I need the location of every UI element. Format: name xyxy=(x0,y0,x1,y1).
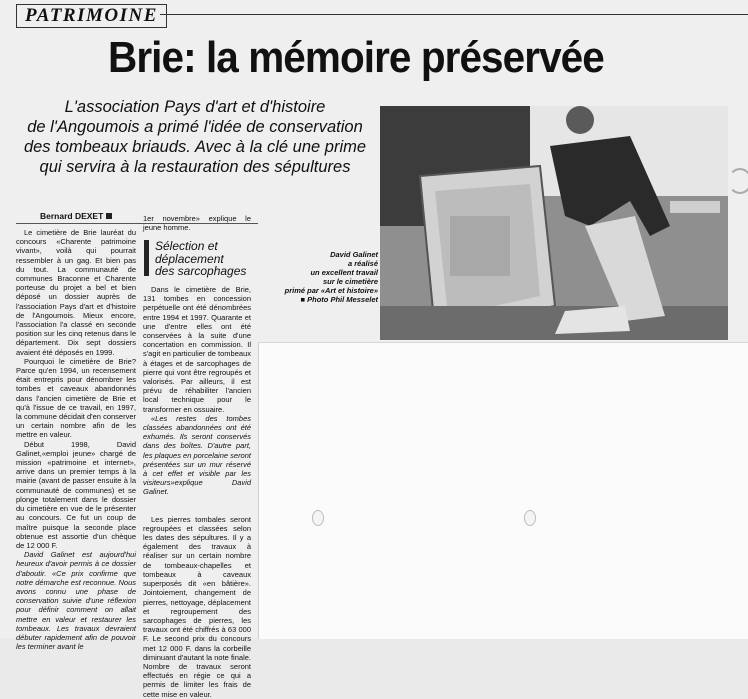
headline: Brie: la mémoire préservée xyxy=(108,33,604,82)
paragraph: 1er novembre» explique le jeune homme. xyxy=(143,214,251,233)
lead-line: qui servira à la restauration des sépultures xyxy=(39,158,351,176)
binder-ring xyxy=(728,168,748,194)
article-column-1 xyxy=(16,228,136,651)
paragraph: David Galinet est aujourd'hui heureux d'avoir permis à ce dossier d'aboutir. «Ce prix confirme que notre démarche est reconnue. Nous avons connu une phase de conservation suivie d'une réflexion pour définir comment on allait mettre en valeur et restaurer les tombeaux. Les travaux devraient débuter rapidement afin de pouvoir les terminer avant le xyxy=(16,550,136,652)
article-column-2-top xyxy=(143,214,251,232)
article-photo xyxy=(380,106,728,340)
paragraph: Pourquoi le cimetière de Brie? Parce qu'en 1994, un recensement était entrepris pour dénombrer les tombes et caveaux abandonnés dans l'ancien cimetière de Brie et qu'à l'issue de ce travail, en 1997, la commune décidait d'en conserver un certain nombre afin de les mettre en valeur. xyxy=(16,356,136,440)
paragraph: «Les restes des tombes classées abandonnées ont été exhumés. Ils seront conservés dans des boîtes. D'autre part, les plaques en porcelaine seront présentées sur un mur réservé à cet effet et visible par les visiteurs»explique David Galinet. xyxy=(143,413,251,497)
paragraph: Dans le cimetière de Brie, 131 tombes en concession perpétuelle ont été dénombrées entre 1994 et 1997. Quarante et une d'entre elles ont été conservées à la suite d'une concertation en commission. Il s'agit en particulier de tombeaux à étages et de sarcophages de pierre qui vont être regroupés et valorisés. Par ailleurs, il est prévu de réhabiliter l'ancien local technique pour le transformer en ossuaire. xyxy=(143,285,251,414)
lead-line: L'association Pays d'art et d'histoire xyxy=(64,98,326,116)
photo-caption: David Galinet a réalisé un excellent travail sur le cimetière primé par «Art et histoire» ■ Photo Phil Messelet xyxy=(284,250,378,304)
intertitle: Sélection et déplacement des sarcophages xyxy=(155,239,247,278)
lead-line: de l'Angoumois a primé l'idée de conservation xyxy=(27,118,363,136)
lead-line: des tombeaux briauds. Avec à la clé une prime xyxy=(23,138,367,156)
section-rubric: PATRIMOINE xyxy=(16,4,167,28)
rubric-rule xyxy=(160,14,748,15)
photo-illustration xyxy=(380,106,728,340)
intertitle-bar xyxy=(144,240,149,276)
byline: Bernard DEXET xyxy=(40,211,112,221)
article-column-2 xyxy=(143,285,251,699)
square-bullet-icon xyxy=(106,213,112,219)
paragraph: Début 1998, David Galinet,«emploi jeune» chargé de mission «patrimoine et internet», arrive dans un premier temps à la mairie (avant de passer ensuite à la communauté de communes) et se plonge totalement dans le dossier du cimetière en vue de le présenter au concours. Ce fut un coup de maître puisque la seconde place obtenue est assortie d'un chèque de 12 000 F. xyxy=(16,439,136,550)
paragraph: Le cimetière de Brie lauréat du concours «Charente patrimoine vivant», voilà qui pourrait ressembler à un gag. Et bien pas du tout. La communauté de communes Braconne et Charente porteuse du projet a bel et bien déposé un dossier auprès de l'association Pays d'art et d'histoire de l'Angoumois. Mieux encore, l'association l'a classé en seconde position sur les cinq retenus dans le département. Dix sept dossiers avaient été déposés en 1999. xyxy=(16,228,136,357)
blank-paper-area xyxy=(258,342,748,639)
paragraph: Les pierres tombales seront regroupées et classées selon les dates des sépultures. Il y a également des travaux à réaliser sur un certain nombre de tombeaux-chapelles et tombeaux à caveaux superposés dit «en bâtière». Jointoiement, changement de pierres, nettoyage, déplacement et regroupement des sarcophages de pierres, les travaux ont été chiffrés à 63 000 F. Le second prix du concours met 12 000 F. dans la corbeille diminuant d'autant la note finale. Nombre de travaux seront effectués en régie ce qui a permis de limiter les frais de cette mise en valeur. xyxy=(143,514,251,699)
lead-paragraph xyxy=(20,97,370,177)
punch-hole xyxy=(524,510,536,526)
punch-hole xyxy=(312,510,324,526)
